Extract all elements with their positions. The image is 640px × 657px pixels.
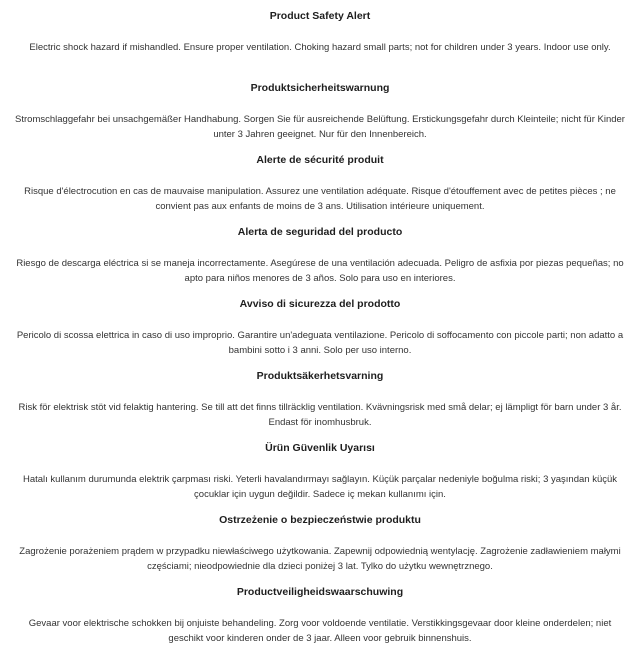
section-italian [0, 297, 640, 369]
section-dutch [0, 585, 640, 657]
section-body: Riesgo de descarga eléctrica si se maneja incorrectamente. Asegúrese de una ventilación adecuada. Peligro de asfixia por piezas pequeñas; no apto para niños menores de 3 años. Solo para uso en interiores. [16, 258, 624, 284]
section-heading: Alerta de seguridad del producto [237, 226, 403, 238]
section-heading: Produktsicherheitswarnung [250, 82, 390, 94]
section-body: Pericolo di scossa elettrica in caso di uso improprio. Garantire un'adeguata ventilazione. Pericolo di soffocamento con piccole parti; non adatto a bambini sotto i 3 anni. Solo per uso interno. [16, 330, 624, 356]
section-body: Risk för elektrisk stöt vid felaktig hantering. Se till att det finns tillräcklig ventilation. Kvävningsrisk med små delar; ej lämpligt för barn under 3 år. Endast för inomhusbruk. [18, 402, 622, 428]
section-turkish [0, 441, 640, 513]
section-body: Hatalı kullanım durumunda elektrik çarpması riski. Yeterli havalandırmayı sağlayın. Küçük parçalar nedeniyle boğulma riski; 3 yaşından küçük çocuklar için uygun değildir. Sadece iç mekan kullanımı için. [22, 474, 618, 500]
section-body: Risque d'électrocution en cas de mauvaise manipulation. Assurez une ventilation adéquate. Risque d'étouffement avec de petites pièces ; ne convient pas aux enfants de moins de 3 ans. Utilisation intérieure uniquement. [24, 186, 616, 212]
section-english [0, 9, 640, 81]
section-heading: Product Safety Alert [269, 10, 371, 22]
section-body: Gevaar voor elektrische schokken bij onjuiste behandeling. Zorg voor voldoende ventilatie. Verstikkingsgevaar door kleine onderdelen; niet geschikt voor kinderen onder de 3 jaar. Alleen voor gebruik binnenshuis. [28, 618, 612, 644]
section-french [0, 153, 640, 225]
section-heading: Alerte de sécurité produit [256, 154, 384, 166]
section-heading: Ürün Güvenlik Uyarısı [265, 442, 375, 454]
section-heading: Produktsäkerhetsvarning [256, 370, 384, 382]
section-body: Zagrożenie porażeniem prądem w przypadku niewłaściwego użytkowania. Zapewnij odpowiednią wentylację. Zagrożenie zadławieniem małymi częściami; nieodpowiednie dla dzieci poniżej 3 lat. Tylko do użytku wewnętrznego. [19, 546, 621, 572]
section-german [0, 81, 640, 153]
section-heading: Ostrzeżenie o bezpieczeństwie produktu [219, 514, 421, 526]
section-polish [0, 513, 640, 585]
section-swedish [0, 369, 640, 441]
section-body: Stromschlaggefahr bei unsachgemäßer Handhabung. Sorgen Sie für ausreichende Belüftung. Erstickungsgefahr durch Kleinteile; nicht für Kinder unter 3 Jahren geeignet. Nur für den Innenbereich. [15, 114, 625, 140]
section-heading: Avviso di sicurezza del prodotto [239, 298, 401, 310]
section-body: Electric shock hazard if mishandled. Ensure proper ventilation. Choking hazard small parts; not for children under 3 years. Indoor use only. [29, 42, 611, 53]
section-heading: Productveiligheidswaarschuwing [236, 586, 404, 598]
section-spanish [0, 225, 640, 297]
